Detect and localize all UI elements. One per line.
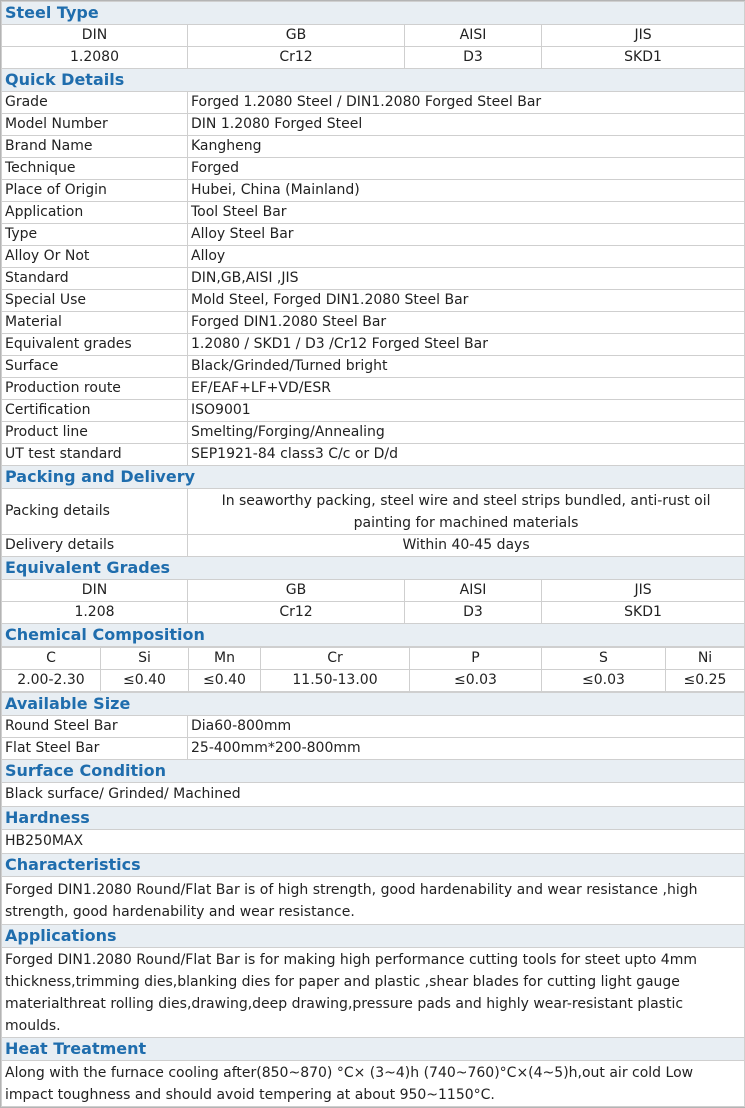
chem-value-s: ≤0.03: [542, 670, 666, 692]
detail-value: Forged: [188, 158, 745, 180]
detail-value: Alloy: [188, 246, 745, 268]
equivalent-value-aisi: D3: [405, 602, 542, 624]
section-quick-details-title: Quick Details: [2, 69, 745, 92]
applications-text: Forged DIN1.2080 Round/Flat Bar is for making high performance cutting tools for steet upto 4mm thickness,trimming dies,blanking dies for paper and plastic ,shear blades for cutting light gauge materialthreat rolling dies,drawing,deep drawing,pressure pads and highly wear-resistant plastic moulds.: [2, 948, 745, 1038]
chem-header-mn: Mn: [189, 648, 261, 670]
detail-label: Surface: [2, 356, 188, 378]
section-hardness-title: Hardness: [2, 807, 745, 830]
detail-value: 1.2080 / SKD1 / D3 /Cr12 Forged Steel Bar: [188, 334, 745, 356]
detail-label: Standard: [2, 268, 188, 290]
chem-value-cr: 11.50-13.00: [261, 670, 410, 692]
steel-type-value-aisi: D3: [405, 47, 542, 69]
detail-label: Equivalent grades: [2, 334, 188, 356]
detail-value: ISO9001: [188, 400, 745, 422]
section-equivalent-grades-title: Equivalent Grades: [2, 557, 745, 580]
chem-value-si: ≤0.40: [101, 670, 189, 692]
characteristics-text: Forged DIN1.2080 Round/Flat Bar is of high strength, good hardenability and wear resistance ,high strength, good hardenability and wear resistance.: [2, 877, 745, 925]
section-chemical-composition-title: Chemical Composition: [2, 624, 745, 647]
heat-treatment-text: Along with the furnace cooling after(850~870) °C× (3~4)h (740~760)°C×(4~5)h,out air cold Low impact toughness and should avoid tempering at about 950~1150°C.: [2, 1061, 745, 1107]
chem-value-c: 2.00-2.30: [2, 670, 101, 692]
equivalent-header-aisi: AISI: [405, 580, 542, 602]
packing-details-value: In seaworthy packing, steel wire and steel strips bundled, anti-rust oil painting for machined materials: [188, 489, 745, 535]
detail-value: Hubei, China (Mainland): [188, 180, 745, 202]
steel-type-header-din: DIN: [2, 25, 188, 47]
equivalent-header-gb: GB: [188, 580, 405, 602]
detail-label: Material: [2, 312, 188, 334]
detail-value: EF/EAF+LF+VD/ESR: [188, 378, 745, 400]
packing-details-label: Packing details: [2, 489, 188, 535]
detail-value: Forged 1.2080 Steel / DIN1.2080 Forged Steel Bar: [188, 92, 745, 114]
detail-value: Mold Steel, Forged DIN1.2080 Steel Bar: [188, 290, 745, 312]
chem-value-p: ≤0.03: [410, 670, 542, 692]
detail-label: Type: [2, 224, 188, 246]
detail-value: Alloy Steel Bar: [188, 224, 745, 246]
steel-type-header-aisi: AISI: [405, 25, 542, 47]
chemical-composition-table: [1, 647, 745, 692]
equivalent-value-jis: SKD1: [542, 602, 745, 624]
detail-value: Black/Grinded/Turned bright: [188, 356, 745, 378]
delivery-details-label: Delivery details: [2, 535, 188, 557]
size-value: Dia60-800mm: [188, 716, 745, 738]
size-label: Flat Steel Bar: [2, 738, 188, 760]
chem-header-cr: Cr: [261, 648, 410, 670]
equivalent-value-gb: Cr12: [188, 602, 405, 624]
section-packing-delivery-title: Packing and Delivery: [2, 466, 745, 489]
spec-table-lower: [1, 692, 745, 1107]
detail-label: Special Use: [2, 290, 188, 312]
detail-label: Production route: [2, 378, 188, 400]
chem-header-c: C: [2, 648, 101, 670]
equivalent-header-din: DIN: [2, 580, 188, 602]
detail-value: Forged DIN1.2080 Steel Bar: [188, 312, 745, 334]
detail-value: Tool Steel Bar: [188, 202, 745, 224]
steel-type-value-jis: SKD1: [542, 47, 745, 69]
detail-value: DIN 1.2080 Forged Steel: [188, 114, 745, 136]
chem-header-s: S: [542, 648, 666, 670]
chem-value-ni: ≤0.25: [666, 670, 745, 692]
section-surface-condition-title: Surface Condition: [2, 760, 745, 783]
size-label: Round Steel Bar: [2, 716, 188, 738]
detail-label: Alloy Or Not: [2, 246, 188, 268]
detail-label: Brand Name: [2, 136, 188, 158]
section-applications-title: Applications: [2, 925, 745, 948]
detail-value: DIN,GB,AISI ,JIS: [188, 268, 745, 290]
steel-type-header-gb: GB: [188, 25, 405, 47]
detail-value: Smelting/Forging/Annealing: [188, 422, 745, 444]
hardness-text: HB250MAX: [2, 830, 745, 854]
section-characteristics-title: Characteristics: [2, 854, 745, 877]
detail-value: Kangheng: [188, 136, 745, 158]
detail-label: UT test standard: [2, 444, 188, 466]
section-steel-type-title: Steel Type: [2, 2, 745, 25]
section-heat-treatment-title: Heat Treatment: [2, 1038, 745, 1061]
steel-type-header-jis: JIS: [542, 25, 745, 47]
chem-header-ni: Ni: [666, 648, 745, 670]
detail-label: Technique: [2, 158, 188, 180]
detail-label: Application: [2, 202, 188, 224]
chem-header-p: P: [410, 648, 542, 670]
detail-value: SEP1921-84 class3 C/c or D/d: [188, 444, 745, 466]
detail-label: Grade: [2, 92, 188, 114]
section-available-size-title: Available Size: [2, 693, 745, 716]
steel-type-value-din: 1.2080: [2, 47, 188, 69]
equivalent-value-din: 1.208: [2, 602, 188, 624]
detail-label: Model Number: [2, 114, 188, 136]
detail-label: Certification: [2, 400, 188, 422]
size-value: 25-400mm*200-800mm: [188, 738, 745, 760]
chem-header-si: Si: [101, 648, 189, 670]
detail-label: Product line: [2, 422, 188, 444]
surface-condition-text: Black surface/ Grinded/ Machined: [2, 783, 745, 807]
chem-value-mn: ≤0.40: [189, 670, 261, 692]
spec-table: [1, 1, 745, 647]
detail-label: Place of Origin: [2, 180, 188, 202]
steel-type-value-gb: Cr12: [188, 47, 405, 69]
equivalent-header-jis: JIS: [542, 580, 745, 602]
delivery-details-value: Within 40-45 days: [188, 535, 745, 557]
